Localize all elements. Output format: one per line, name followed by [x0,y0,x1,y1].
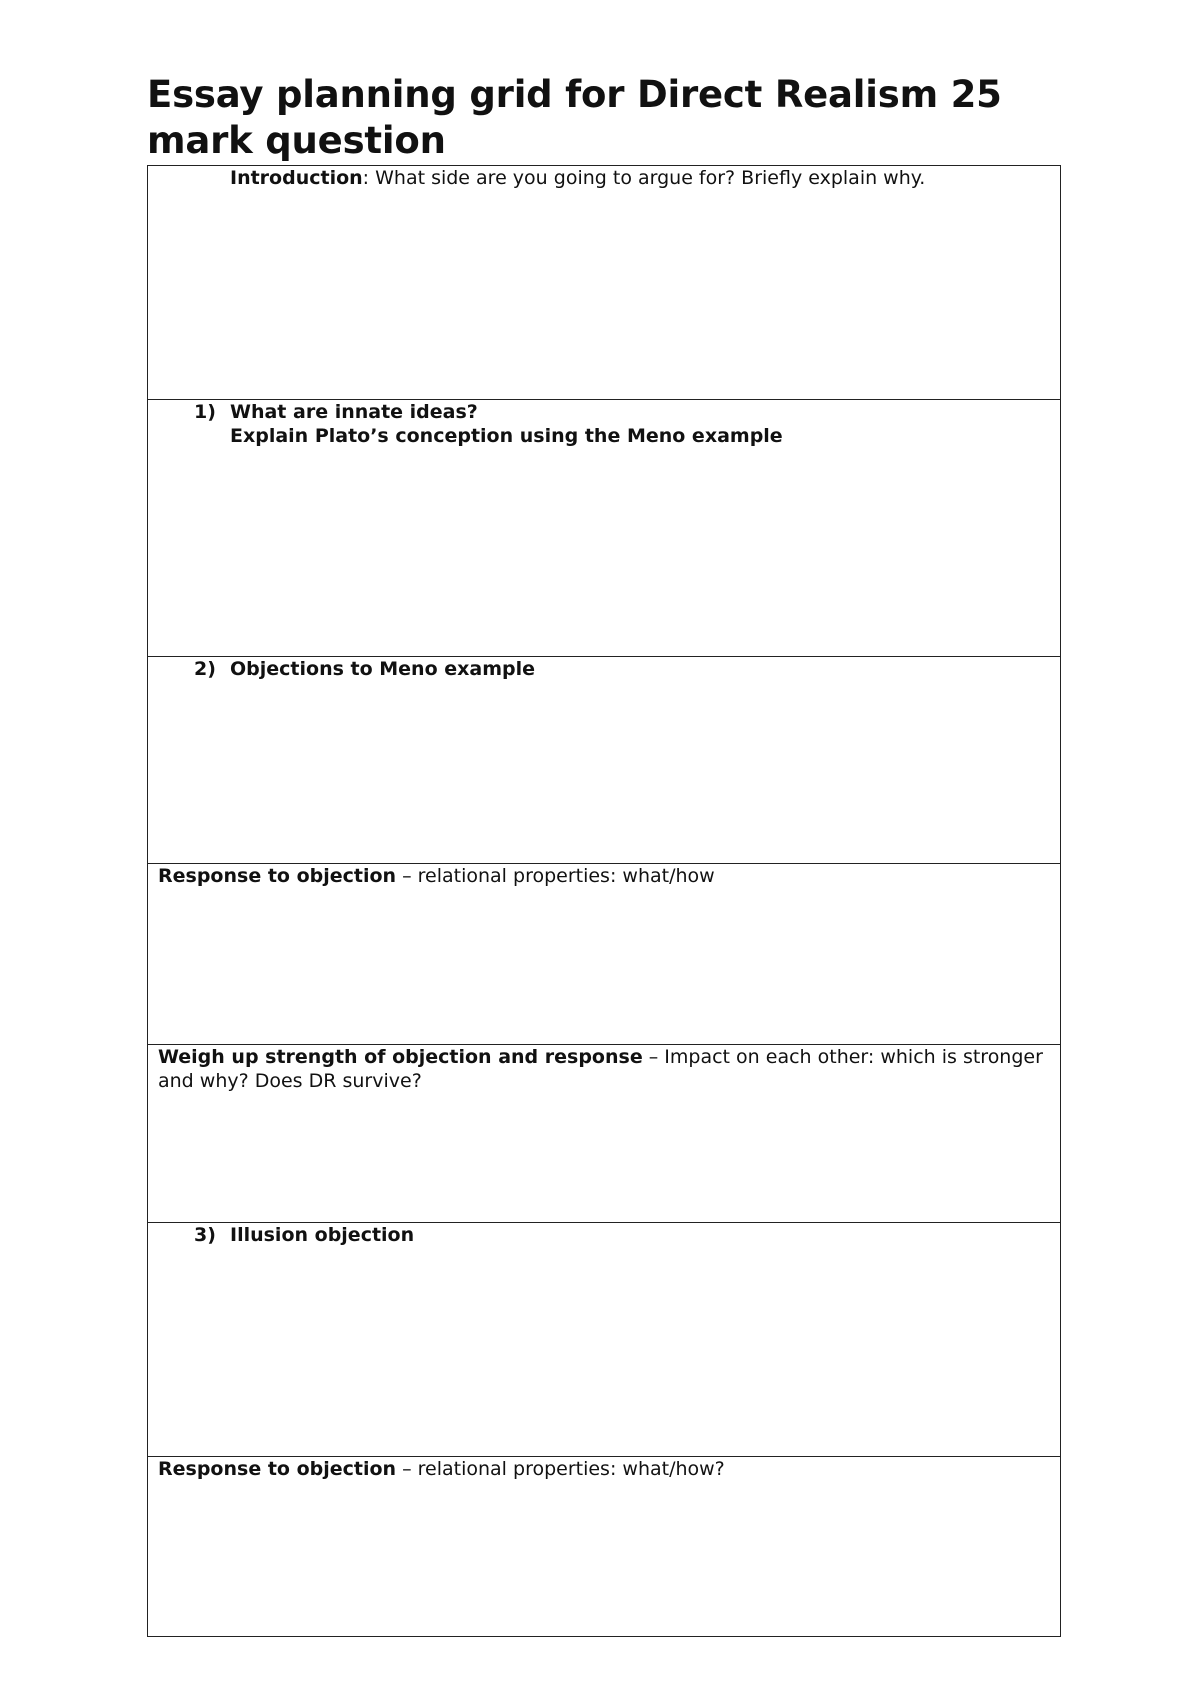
introduction-heading: Introduction [230,167,363,189]
section-2-prompt [148,657,1052,681]
introduction-text: : What side are you going to argue for? Briefly explain why. [362,167,926,189]
section-3-prompt [148,1223,1052,1247]
response-2-prompt [158,1457,1052,1481]
weigh-cell[interactable] [148,1045,1060,1223]
response-2-cell[interactable] [148,1457,1060,1637]
weigh-prompt [158,1045,1052,1093]
response-2-heading: Response to objection [158,1458,397,1480]
response-2-text: – relational properties: what/how? [396,1458,725,1480]
section-3-cell[interactable] [148,1223,1060,1457]
section-1-subheading: Explain Plato’s conception using the Meno example [230,425,783,447]
introduction-prompt [230,166,1052,190]
response-1-prompt [158,864,1052,888]
section-1-heading: What are innate ideas? [230,401,478,423]
page-title: Essay planning grid for Direct Realism 25 mark question [147,73,1002,162]
section-2-cell[interactable] [148,657,1060,864]
section-1-number: 1) [194,401,216,423]
section-3-heading: Illusion objection [230,1224,415,1246]
section-3-number: 3) [194,1224,216,1246]
section-2-number: 2) [194,658,216,680]
section-2-heading: Objections to Meno example [230,658,536,680]
introduction-cell[interactable] [148,166,1060,400]
weigh-text: – Impact on each other: which is stronger and why? Does DR survive? [158,1046,1043,1092]
response-1-text: – relational properties: what/how [396,865,715,887]
section-1-cell[interactable] [148,400,1060,657]
response-1-heading: Response to objection [158,865,397,887]
planning-grid [147,165,1061,1637]
section-1-prompt [148,400,1052,448]
weigh-heading: Weigh up strength of objection and response [158,1046,643,1068]
response-1-cell[interactable] [148,864,1060,1045]
